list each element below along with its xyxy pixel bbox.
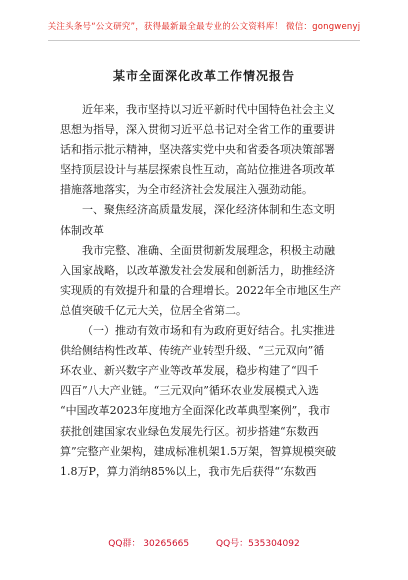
paragraph xyxy=(60,241,350,321)
paragraph-line: 入国家战略，以改革激发社会发展和创新活力，助推经济 xyxy=(60,263,335,277)
paragraph-line: 思想为指导，深入贯彻习近平总书记对全省工作的重要讲 xyxy=(60,123,335,137)
paragraph-line: 算”完整产业架构，建成标准机架1.5万架，智算规模突破 xyxy=(60,444,337,458)
paragraph-line: 实现质的有效提升和量的合理增长。2022年全市地区生产 xyxy=(60,283,341,297)
paragraph-line: 话和指示批示精神，坚决落实党中央和省委各项决策部署 xyxy=(60,143,335,157)
paragraph-line: 我市完整、准确、全面贯彻新发展理念，积极主动融 xyxy=(82,243,335,257)
paragraph-line: 坚持顶层设计与基层探索良性互动，高站位推进各项改革 xyxy=(60,163,335,177)
paragraph-line: 一、聚焦经济高质量发展，深化经济体制和生态文明 xyxy=(82,203,335,217)
footer-qq-number: QQ号：535304092 xyxy=(216,539,300,549)
paragraph-line: 体制改革 xyxy=(60,223,104,237)
paragraph-line: （一）推动有效市场和有为政府更好结合。扎实推进 xyxy=(82,324,335,338)
document-title: 某市全面深化改革工作情况报告 xyxy=(112,69,295,83)
paragraph-line: 环农业、新兴数字产业等改革发展，稳步构建了“四千 xyxy=(60,364,319,378)
document-body xyxy=(60,100,350,482)
header-divider xyxy=(48,40,360,41)
paragraph-line: 供给侧结构性改革、传统产业转型升级、“三元双向”循 xyxy=(60,344,325,358)
paragraph-line: 1.8万P，算力消纳85%以上，我市先后获得“‘东数西 xyxy=(60,464,317,478)
paragraph xyxy=(60,200,350,240)
footer-contact xyxy=(0,536,408,549)
paragraph-line: 四百”八大产业链。“三元双向”循环农业发展模式入选 xyxy=(60,384,319,398)
header-promo-note: 关注头条号“公文研究”，获得最新最全最专业的公文资料库！ 微信：gongwenyj xyxy=(47,22,361,32)
footer-qq-group: QQ群： 30265665 xyxy=(108,539,190,549)
paragraph xyxy=(60,321,350,482)
paragraph-line: 近年来，我市坚持以习近平新时代中国特色社会主义 xyxy=(82,103,335,116)
paragraph-line: 总值突破千亿元大关，位居全省第二。 xyxy=(60,303,247,317)
paragraph-line: 获批创建国家农业绿色发展先行区。初步搭建“东数西 xyxy=(60,424,319,438)
paragraph-line: 措施落地落实，为全市经济社会发展注入强劲动能。 xyxy=(60,183,313,197)
paragraph-line: “中国改革2023年度地方全面深化改革典型案例”，我市 xyxy=(60,404,331,418)
paragraph xyxy=(60,100,350,200)
